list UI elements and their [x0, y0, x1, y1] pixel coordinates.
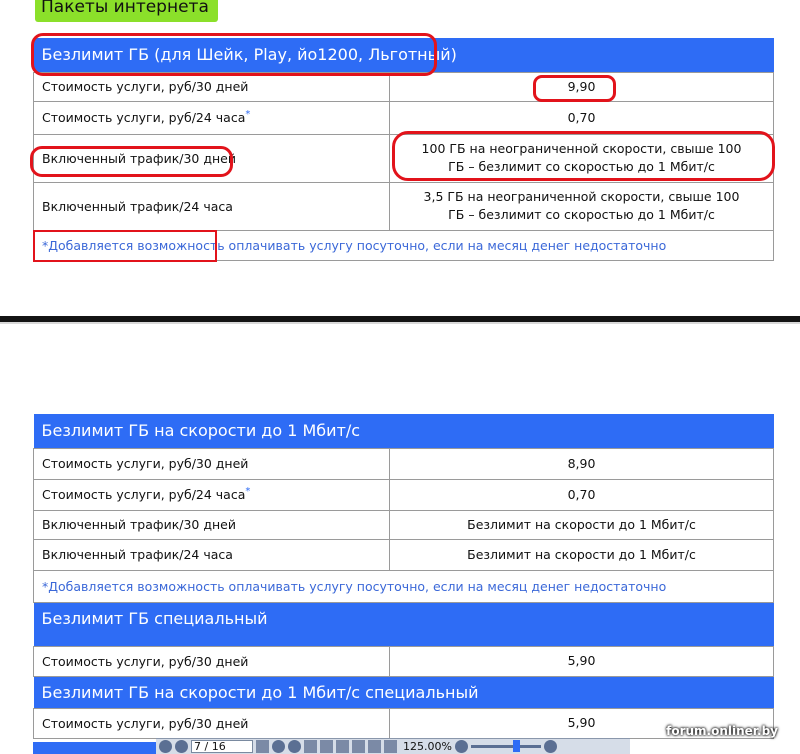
row-value: 3,5 ГБ на неограниченной скорости, свыше 100 ГБ – безлимит со скоростью до 1 Мбит/с — [390, 182, 774, 230]
zoom-slider[interactable] — [471, 745, 541, 748]
row-value: Безлимит на скорости до 1 Мбит/с — [390, 539, 774, 570]
table-title: Безлимит ГБ специальный — [34, 602, 774, 646]
zoom-slider-handle[interactable] — [513, 740, 520, 752]
row-label — [34, 479, 390, 510]
row-value: 9,90 — [390, 72, 774, 101]
two-page-icon[interactable] — [368, 740, 381, 753]
section-title: Пакеты интернета — [41, 0, 209, 17]
next-page-icon[interactable] — [272, 740, 285, 753]
section-title-badge — [35, 0, 218, 22]
previous-page-icon[interactable] — [175, 740, 188, 753]
row-label: Включенный трафик/30 дней — [34, 134, 390, 182]
row-value: 8,90 — [390, 448, 774, 479]
single-page-icon[interactable] — [336, 740, 349, 753]
row-value: 100 ГБ на неограниченной скорости, свыше 100 ГБ – безлимит со скоростью до 1 Мбит/с — [390, 134, 774, 182]
table-header-row — [34, 676, 774, 708]
row-value: 0,70 — [390, 479, 774, 510]
row-label-text: Стоимость услуги, руб/24 часа — [42, 487, 246, 502]
fit-width-icon[interactable] — [384, 740, 397, 753]
footnote-text: *Добавляется возможность оплачивать услугу посуточно, если на месяц денег недостаточно — [34, 230, 774, 260]
table-note-row — [34, 230, 774, 260]
table-row — [34, 510, 774, 539]
pdf-viewer-toolbar — [156, 738, 630, 754]
row-label: Включенный трафик/24 часа — [34, 182, 390, 230]
table-row — [34, 646, 774, 676]
table-title: Безлимит ГБ (для Шейк, Play, йо1200, Льготный) — [34, 38, 774, 72]
row-value: Безлимит на скорости до 1 Мбит/с — [390, 510, 774, 539]
row-label: Включенный трафик/24 часа — [34, 539, 390, 570]
table-row — [34, 479, 774, 510]
footnote-star: * — [245, 108, 251, 120]
row-label: Стоимость услуги, руб/30 дней — [34, 72, 390, 101]
row-label-text: Стоимость услуги, руб/24 часа — [42, 110, 246, 125]
table-row — [34, 182, 774, 230]
table-title: Безлимит ГБ на скорости до 1 Мбит/с специальный — [34, 676, 774, 708]
table-header-row — [34, 602, 774, 646]
zoom-level[interactable]: 125.00% — [403, 740, 452, 753]
table-header-row — [34, 414, 774, 448]
back-arrow-icon[interactable] — [304, 740, 317, 753]
table-row — [34, 72, 774, 101]
table-row — [34, 101, 774, 134]
fit-page-icon[interactable] — [352, 740, 365, 753]
last-page-icon[interactable] — [288, 740, 301, 753]
table-row — [34, 708, 774, 738]
table-row — [34, 539, 774, 570]
row-label: Стоимость услуги, руб/30 дней — [34, 708, 390, 738]
row-value: 0,70 — [390, 101, 774, 134]
footnote-star: * — [245, 485, 251, 497]
table-header-row — [34, 38, 774, 72]
row-label — [34, 101, 390, 134]
row-label: Стоимость услуги, руб/30 дней — [34, 448, 390, 479]
row-label: Стоимость услуги, руб/30 дней — [34, 646, 390, 676]
table-row — [34, 448, 774, 479]
table-row — [34, 134, 774, 182]
page-dropdown-icon[interactable] — [256, 740, 269, 753]
forward-arrow-icon[interactable] — [320, 740, 333, 753]
first-page-icon[interactable] — [159, 740, 172, 753]
row-value: 5,90 — [390, 646, 774, 676]
table-title: Безлимит ГБ на скорости до 1 Мбит/с — [34, 414, 774, 448]
page-divider-shadow — [0, 322, 800, 324]
page-number-input[interactable]: 7 / 16 — [191, 740, 253, 753]
row-label: Включенный трафик/30 дней — [34, 510, 390, 539]
next-table-header-fragment — [33, 742, 156, 754]
row-value: 5,90 — [390, 708, 774, 738]
tariff-table-unlimited-1mbit — [33, 414, 774, 739]
tariff-table-unlimited-gb — [33, 38, 774, 261]
forum-watermark: forum.onliner.by — [666, 724, 778, 738]
zoom-out-icon[interactable] — [455, 740, 468, 753]
zoom-in-icon[interactable] — [544, 740, 557, 753]
table-note-row — [34, 570, 774, 602]
footnote-text: *Добавляется возможность оплачивать услугу посуточно, если на месяц денег недостаточно — [34, 570, 774, 602]
